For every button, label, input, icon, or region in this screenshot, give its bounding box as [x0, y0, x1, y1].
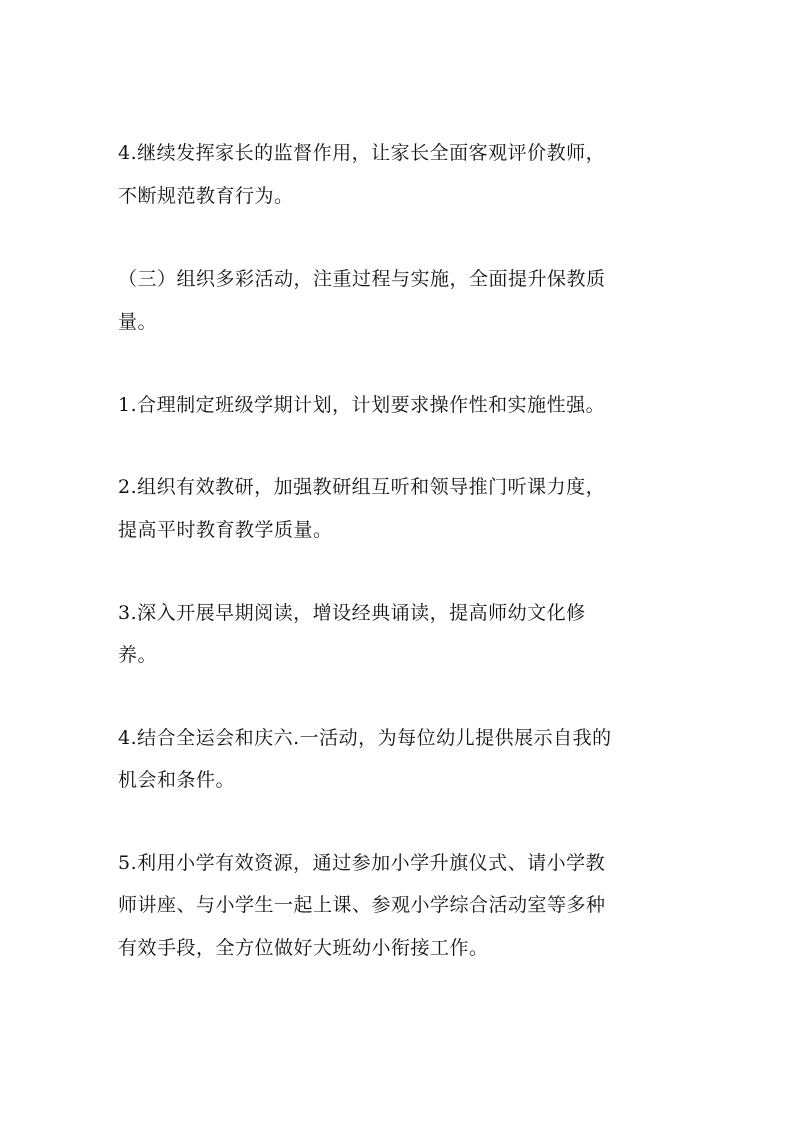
paragraph-4-parent-supervision-line-2: 不断规范教育行为。	[118, 185, 294, 207]
paragraph-5-primary-school-line-2: 师讲座、与小学生一起上课、参观小学综合活动室等多种	[118, 894, 606, 916]
paragraph-4-activities-line-1: 4.结合全运会和庆六.一活动，为每位幼儿提供展示自我的	[118, 727, 612, 749]
paragraph-2-teaching-research-line-1: 2.组织有效教研，加强教研组互听和领导推门听课力度，	[118, 476, 606, 498]
paragraph-4-parent-supervision-line-1: 4.继续发挥家长的监督作用，让家长全面客观评价教师，	[118, 142, 606, 164]
paragraph-5-primary-school-line-3: 有效手段，全方位做好大班幼小衔接工作。	[118, 937, 489, 959]
paragraph-2-teaching-research-line-2: 提高平时教育教学质量。	[118, 519, 333, 541]
paragraph-3-early-reading-line-2: 养。	[118, 644, 158, 666]
paragraph-1-class-plan-line-1: 1.合理制定班级学期计划，计划要求操作性和实施性强。	[118, 394, 606, 416]
section-3-heading-line-1: （三）组织多彩活动，注重过程与实施，全面提升保教质	[118, 268, 606, 290]
section-3-heading-line-2: 量。	[118, 311, 158, 333]
paragraph-3-early-reading-line-1: 3.深入开展早期阅读，增设经典诵读，提高师幼文化修	[118, 602, 586, 624]
paragraph-5-primary-school-line-1: 5.利用小学有效资源，通过参加小学升旗仪式、请小学教	[118, 852, 606, 874]
paragraph-4-activities-line-2: 机会和条件。	[118, 769, 236, 791]
